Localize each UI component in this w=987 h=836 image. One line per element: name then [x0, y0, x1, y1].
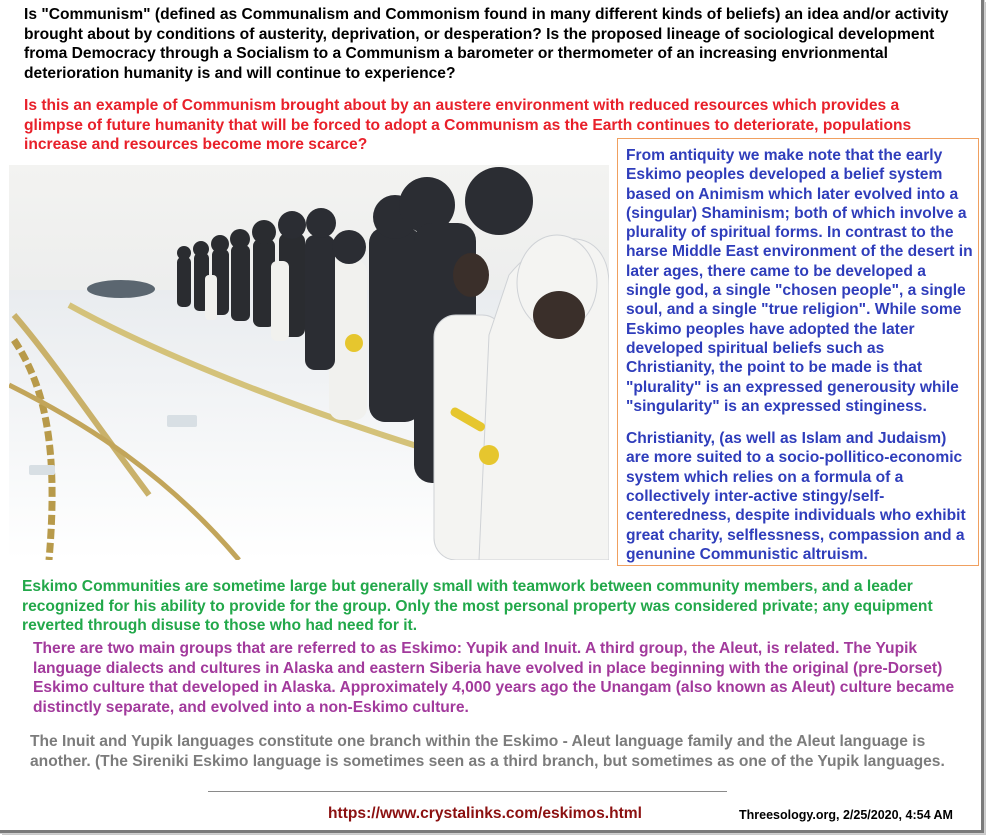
photo-question: Is this an example of Communism brought about by an austere environment with reduced resources which provides a glimpse of future humanity that will be forced to adopt a Communism as the Earth continues to deteriorate, populations increase and resources become more scarce?	[24, 97, 912, 153]
sidebox-paragraph-animism: From antiquity we make note that the early Eskimo peoples developed a belief system based on Animism which later evolved into a (singular) Shaminism; both of which involve a plurality of spiritual forms. In contrast to the harse Middle East environment of the desert in later ages, there came to be developed a single god, a single "chosen people", a single soul, and a single "true religion". While some Eskimo peoples have adopted the later developed spiritual beliefs such as Christianity, the point to be made is that "plurality" is an expressed generousity while "singularity" is an expressed stinginess.	[626, 147, 973, 415]
community-paragraph: Eskimo Communities are sometime large but generally small with teamwork between community members, and a leader recognized for his ability to provide for the group. Only the most personal property was considered private; any equipment reverted through disuse to those who had need for it.	[22, 578, 933, 634]
source-link[interactable]: https://www.crystalinks.com/eskimos.html	[328, 805, 642, 822]
footer-divider	[208, 791, 727, 792]
credit-timestamp: Threesology.org, 2/25/2020, 4:54 AM	[739, 808, 953, 822]
language-family-paragraph: The Inuit and Yupik languages constitute one branch within the Eskimo - Aleut language family and the Aleut language is another. (The Sireniki Eskimo language is sometimes seen as a third branch, but sometimes as one of the Yupik languages.	[30, 733, 945, 770]
eskimo-rope-pulling-photo	[9, 165, 609, 560]
sidebox-paragraph-christianity: Christianity, (as well as Islam and Judaism) are more suited to a socio-pollitico-economic system which relies on a formula of a collectively inter-active stingy/self-centeredness, despite individuals who exhibit great charity, selflessness, compassion and a genunine Communistic altruism.	[626, 430, 966, 563]
intro-question: Is "Communism" (defined as Communalism and Commonism found in many different kinds of beliefs) an idea and/or activity brought about by conditions of austerity, deprivation, or desperation? Is the proposed lineage of sociological development froma Democracy through a Socialism to a Communism a barometer or thermometer of an increasing envrionmental deterioration humanity is and will continue to experience?	[24, 6, 949, 82]
religion-sidebox	[617, 138, 979, 566]
photo-illustration	[9, 165, 609, 560]
eskimo-groups-paragraph: There are two main groups that are referred to as Eskimo: Yupik and Inuit. A third group, the Aleut, is related. The Yupik language dialects and cultures in Alaska and eastern Siberia have evolved in place beginning with the original (pre-Dorset) Eskimo culture that developed in Alaska. Approximately 4,000 years ago the Unangam (also known as Aleut) culture became distinctly separate, and evolved into a non-Eskimo culture.	[33, 640, 955, 716]
